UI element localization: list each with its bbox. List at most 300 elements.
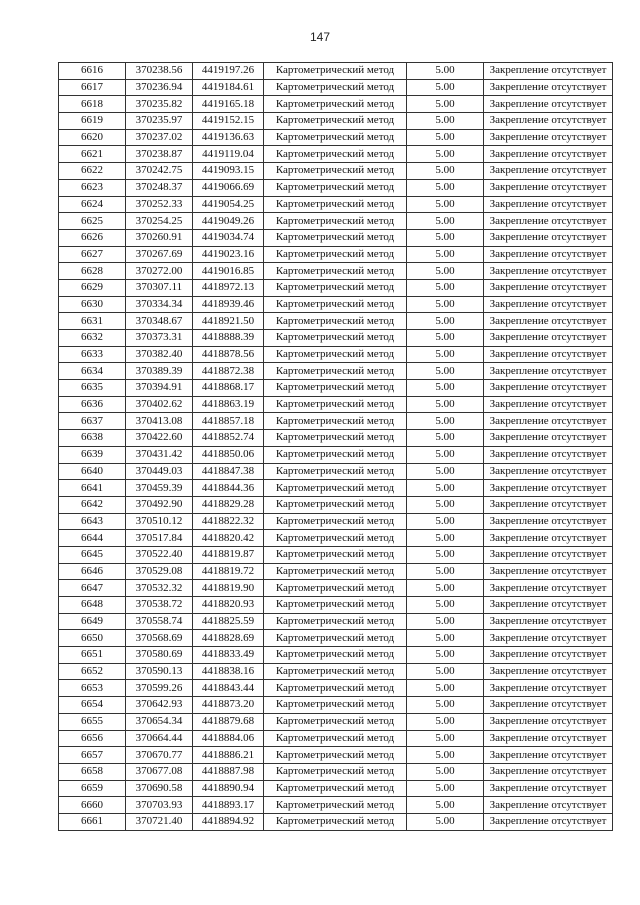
method-cell: Картометрический метод [264,446,407,463]
accuracy-cell: 5.00 [407,546,484,563]
table-row [59,129,613,146]
y-coordinate-cell: 4418819.90 [193,580,264,597]
y-coordinate-cell: 4418847.38 [193,463,264,480]
table-row [59,346,613,363]
table-row [59,563,613,580]
accuracy-cell: 5.00 [407,563,484,580]
point-number-cell: 6651 [59,647,126,664]
point-number-cell: 6647 [59,580,126,597]
fixation-cell: Закрепление отсутствует [484,797,613,814]
x-coordinate-cell: 370260.91 [126,229,193,246]
y-coordinate-cell: 4419066.69 [193,179,264,196]
table-row [59,797,613,814]
fixation-cell: Закрепление отсутствует [484,146,613,163]
fixation-cell: Закрепление отсутствует [484,96,613,113]
table-row [59,229,613,246]
method-cell: Картометрический метод [264,163,407,180]
table-row [59,196,613,213]
fixation-cell: Закрепление отсутствует [484,113,613,130]
x-coordinate-cell: 370422.60 [126,430,193,447]
method-cell: Картометрический метод [264,146,407,163]
y-coordinate-cell: 4418822.32 [193,513,264,530]
table-row [59,546,613,563]
accuracy-cell: 5.00 [407,647,484,664]
fixation-cell: Закрепление отсутствует [484,663,613,680]
point-number-cell: 6656 [59,730,126,747]
accuracy-cell: 5.00 [407,196,484,213]
y-coordinate-cell: 4418894.92 [193,813,264,830]
point-number-cell: 6658 [59,763,126,780]
fixation-cell: Закрепление отсутствует [484,246,613,263]
y-coordinate-cell: 4418972.13 [193,279,264,296]
y-coordinate-cell: 4418884.06 [193,730,264,747]
accuracy-cell: 5.00 [407,330,484,347]
fixation-cell: Закрепление отсутствует [484,430,613,447]
fixation-cell: Закрепление отсутствует [484,279,613,296]
y-coordinate-cell: 4418873.20 [193,697,264,714]
accuracy-cell: 5.00 [407,580,484,597]
table-row [59,313,613,330]
table-row [59,213,613,230]
method-cell: Картометрический метод [264,496,407,513]
accuracy-cell: 5.00 [407,63,484,80]
table-row [59,263,613,280]
fixation-cell: Закрепление отсутствует [484,697,613,714]
point-number-cell: 6650 [59,630,126,647]
table-row [59,813,613,830]
fixation-cell: Закрепление отсутствует [484,296,613,313]
accuracy-cell: 5.00 [407,747,484,764]
fixation-cell: Закрепление отсутствует [484,363,613,380]
x-coordinate-cell: 370254.25 [126,213,193,230]
table-row [59,480,613,497]
y-coordinate-cell: 4419152.15 [193,113,264,130]
accuracy-cell: 5.00 [407,496,484,513]
table-row [59,179,613,196]
x-coordinate-cell: 370248.37 [126,179,193,196]
y-coordinate-cell: 4419016.85 [193,263,264,280]
coordinates-table [58,62,613,831]
fixation-cell: Закрепление отсутствует [484,330,613,347]
y-coordinate-cell: 4418820.93 [193,597,264,614]
point-number-cell: 6617 [59,79,126,96]
y-coordinate-cell: 4419049.26 [193,213,264,230]
table-row [59,597,613,614]
fixation-cell: Закрепление отсутствует [484,597,613,614]
x-coordinate-cell: 370382.40 [126,346,193,363]
table-row [59,396,613,413]
method-cell: Картометрический метод [264,513,407,530]
y-coordinate-cell: 4418878.56 [193,346,264,363]
accuracy-cell: 5.00 [407,813,484,830]
table-row [59,630,613,647]
accuracy-cell: 5.00 [407,396,484,413]
point-number-cell: 6659 [59,780,126,797]
method-cell: Картометрический метод [264,480,407,497]
x-coordinate-cell: 370237.02 [126,129,193,146]
x-coordinate-cell: 370242.75 [126,163,193,180]
y-coordinate-cell: 4418852.74 [193,430,264,447]
point-number-cell: 6635 [59,380,126,397]
fixation-cell: Закрепление отсутствует [484,79,613,96]
point-number-cell: 6633 [59,346,126,363]
method-cell: Картометрический метод [264,813,407,830]
y-coordinate-cell: 4418825.59 [193,613,264,630]
point-number-cell: 6642 [59,496,126,513]
y-coordinate-cell: 4418843.44 [193,680,264,697]
point-number-cell: 6626 [59,229,126,246]
x-coordinate-cell: 370431.42 [126,446,193,463]
accuracy-cell: 5.00 [407,446,484,463]
method-cell: Картометрический метод [264,79,407,96]
y-coordinate-cell: 4418819.87 [193,546,264,563]
point-number-cell: 6619 [59,113,126,130]
accuracy-cell: 5.00 [407,697,484,714]
x-coordinate-cell: 370599.26 [126,680,193,697]
method-cell: Картометрический метод [264,263,407,280]
table-row [59,680,613,697]
point-number-cell: 6649 [59,613,126,630]
x-coordinate-cell: 370235.97 [126,113,193,130]
fixation-cell: Закрепление отсутствует [484,63,613,80]
point-number-cell: 6623 [59,179,126,196]
x-coordinate-cell: 370402.62 [126,396,193,413]
fixation-cell: Закрепление отсутствует [484,546,613,563]
y-coordinate-cell: 4419119.04 [193,146,264,163]
x-coordinate-cell: 370459.39 [126,480,193,497]
accuracy-cell: 5.00 [407,279,484,296]
y-coordinate-cell: 4419197.26 [193,63,264,80]
table-row [59,296,613,313]
fixation-cell: Закрепление отсутствует [484,346,613,363]
fixation-cell: Закрепление отсутствует [484,196,613,213]
point-number-cell: 6624 [59,196,126,213]
x-coordinate-cell: 370670.77 [126,747,193,764]
accuracy-cell: 5.00 [407,613,484,630]
x-coordinate-cell: 370529.08 [126,563,193,580]
point-number-cell: 6644 [59,530,126,547]
accuracy-cell: 5.00 [407,797,484,814]
point-number-cell: 6661 [59,813,126,830]
table-row [59,580,613,597]
x-coordinate-cell: 370522.40 [126,546,193,563]
accuracy-cell: 5.00 [407,713,484,730]
method-cell: Картометрический метод [264,713,407,730]
point-number-cell: 6641 [59,480,126,497]
accuracy-cell: 5.00 [407,113,484,130]
accuracy-cell: 5.00 [407,380,484,397]
x-coordinate-cell: 370236.94 [126,79,193,96]
fixation-cell: Закрепление отсутствует [484,163,613,180]
x-coordinate-cell: 370413.08 [126,413,193,430]
method-cell: Картометрический метод [264,580,407,597]
fixation-cell: Закрепление отсутствует [484,446,613,463]
accuracy-cell: 5.00 [407,163,484,180]
y-coordinate-cell: 4418887.98 [193,763,264,780]
method-cell: Картометрический метод [264,730,407,747]
y-coordinate-cell: 4418888.39 [193,330,264,347]
fixation-cell: Закрепление отсутствует [484,780,613,797]
x-coordinate-cell: 370252.33 [126,196,193,213]
fixation-cell: Закрепление отсутствует [484,513,613,530]
method-cell: Картометрический метод [264,780,407,797]
point-number-cell: 6657 [59,747,126,764]
y-coordinate-cell: 4418838.16 [193,663,264,680]
accuracy-cell: 5.00 [407,363,484,380]
table-row [59,747,613,764]
method-cell: Картометрический метод [264,697,407,714]
x-coordinate-cell: 370389.39 [126,363,193,380]
accuracy-cell: 5.00 [407,413,484,430]
point-number-cell: 6639 [59,446,126,463]
x-coordinate-cell: 370267.69 [126,246,193,263]
fixation-cell: Закрепление отсутствует [484,213,613,230]
method-cell: Картометрический метод [264,179,407,196]
method-cell: Картометрический метод [264,463,407,480]
x-coordinate-cell: 370677.08 [126,763,193,780]
fixation-cell: Закрепление отсутствует [484,496,613,513]
y-coordinate-cell: 4418829.28 [193,496,264,513]
method-cell: Картометрический метод [264,630,407,647]
x-coordinate-cell: 370664.44 [126,730,193,747]
fixation-cell: Закрепление отсутствует [484,563,613,580]
point-number-cell: 6632 [59,330,126,347]
y-coordinate-cell: 4418819.72 [193,563,264,580]
accuracy-cell: 5.00 [407,246,484,263]
table-row [59,713,613,730]
point-number-cell: 6654 [59,697,126,714]
accuracy-cell: 5.00 [407,313,484,330]
method-cell: Картометрический метод [264,597,407,614]
method-cell: Картометрический метод [264,113,407,130]
x-coordinate-cell: 370348.67 [126,313,193,330]
table-row [59,430,613,447]
accuracy-cell: 5.00 [407,296,484,313]
point-number-cell: 6643 [59,513,126,530]
table-row [59,663,613,680]
table-row [59,163,613,180]
fixation-cell: Закрепление отсутствует [484,463,613,480]
fixation-cell: Закрепление отсутствует [484,763,613,780]
x-coordinate-cell: 370238.56 [126,63,193,80]
y-coordinate-cell: 4419093.15 [193,163,264,180]
accuracy-cell: 5.00 [407,79,484,96]
x-coordinate-cell: 370517.84 [126,530,193,547]
fixation-cell: Закрепление отсутствует [484,647,613,664]
table-row [59,330,613,347]
y-coordinate-cell: 4418921.50 [193,313,264,330]
table-row [59,530,613,547]
accuracy-cell: 5.00 [407,663,484,680]
accuracy-cell: 5.00 [407,129,484,146]
y-coordinate-cell: 4419023.16 [193,246,264,263]
y-coordinate-cell: 4418850.06 [193,446,264,463]
accuracy-cell: 5.00 [407,780,484,797]
method-cell: Картометрический метод [264,430,407,447]
point-number-cell: 6640 [59,463,126,480]
fixation-cell: Закрепление отсутствует [484,813,613,830]
fixation-cell: Закрепление отсутствует [484,396,613,413]
point-number-cell: 6646 [59,563,126,580]
fixation-cell: Закрепление отсутствует [484,613,613,630]
table-row [59,513,613,530]
point-number-cell: 6648 [59,597,126,614]
accuracy-cell: 5.00 [407,530,484,547]
x-coordinate-cell: 370642.93 [126,697,193,714]
method-cell: Картометрический метод [264,96,407,113]
point-number-cell: 6634 [59,363,126,380]
table-row [59,146,613,163]
table-row [59,763,613,780]
y-coordinate-cell: 4418868.17 [193,380,264,397]
fixation-cell: Закрепление отсутствует [484,263,613,280]
accuracy-cell: 5.00 [407,630,484,647]
x-coordinate-cell: 370532.32 [126,580,193,597]
accuracy-cell: 5.00 [407,680,484,697]
x-coordinate-cell: 370492.90 [126,496,193,513]
accuracy-cell: 5.00 [407,513,484,530]
x-coordinate-cell: 370690.58 [126,780,193,797]
x-coordinate-cell: 370590.13 [126,663,193,680]
fixation-cell: Закрепление отсутствует [484,630,613,647]
point-number-cell: 6622 [59,163,126,180]
fixation-cell: Закрепление отсутствует [484,480,613,497]
table-row [59,730,613,747]
x-coordinate-cell: 370394.91 [126,380,193,397]
point-number-cell: 6618 [59,96,126,113]
x-coordinate-cell: 370654.34 [126,713,193,730]
y-coordinate-cell: 4419034.74 [193,229,264,246]
point-number-cell: 6637 [59,413,126,430]
fixation-cell: Закрепление отсутствует [484,730,613,747]
method-cell: Картометрический метод [264,296,407,313]
accuracy-cell: 5.00 [407,597,484,614]
table-row [59,96,613,113]
method-cell: Картометрический метод [264,680,407,697]
y-coordinate-cell: 4419054.25 [193,196,264,213]
page-number: 147 [309,30,331,44]
method-cell: Картометрический метод [264,380,407,397]
fixation-cell: Закрепление отсутствует [484,680,613,697]
method-cell: Картометрический метод [264,213,407,230]
y-coordinate-cell: 4418939.46 [193,296,264,313]
accuracy-cell: 5.00 [407,213,484,230]
table-row [59,780,613,797]
accuracy-cell: 5.00 [407,96,484,113]
accuracy-cell: 5.00 [407,430,484,447]
x-coordinate-cell: 370235.82 [126,96,193,113]
x-coordinate-cell: 370538.72 [126,597,193,614]
y-coordinate-cell: 4418844.36 [193,480,264,497]
y-coordinate-cell: 4418828.69 [193,630,264,647]
method-cell: Картометрический метод [264,763,407,780]
table-row [59,496,613,513]
point-number-cell: 6620 [59,129,126,146]
table-row [59,63,613,80]
method-cell: Картометрический метод [264,229,407,246]
table-row [59,647,613,664]
fixation-cell: Закрепление отсутствует [484,413,613,430]
table-row [59,363,613,380]
accuracy-cell: 5.00 [407,463,484,480]
method-cell: Картометрический метод [264,530,407,547]
fixation-cell: Закрепление отсутствует [484,747,613,764]
point-number-cell: 6628 [59,263,126,280]
point-number-cell: 6655 [59,713,126,730]
x-coordinate-cell: 370510.12 [126,513,193,530]
fixation-cell: Закрепление отсутствует [484,129,613,146]
point-number-cell: 6616 [59,63,126,80]
x-coordinate-cell: 370238.87 [126,146,193,163]
point-number-cell: 6629 [59,279,126,296]
point-number-cell: 6638 [59,430,126,447]
fixation-cell: Закрепление отсутствует [484,580,613,597]
table-row [59,380,613,397]
method-cell: Картометрический метод [264,63,407,80]
accuracy-cell: 5.00 [407,346,484,363]
method-cell: Картометрический метод [264,196,407,213]
table-row [59,463,613,480]
x-coordinate-cell: 370558.74 [126,613,193,630]
point-number-cell: 6625 [59,213,126,230]
accuracy-cell: 5.00 [407,179,484,196]
method-cell: Картометрический метод [264,346,407,363]
y-coordinate-cell: 4418872.38 [193,363,264,380]
method-cell: Картометрический метод [264,663,407,680]
x-coordinate-cell: 370721.40 [126,813,193,830]
fixation-cell: Закрепление отсутствует [484,179,613,196]
coordinates-table-body [59,63,613,831]
method-cell: Картометрический метод [264,413,407,430]
table-row [59,697,613,714]
fixation-cell: Закрепление отсутствует [484,229,613,246]
method-cell: Картометрический метод [264,330,407,347]
method-cell: Картометрический метод [264,396,407,413]
table-row [59,413,613,430]
method-cell: Картометрический метод [264,563,407,580]
x-coordinate-cell: 370449.03 [126,463,193,480]
fixation-cell: Закрепление отсутствует [484,530,613,547]
y-coordinate-cell: 4418890.94 [193,780,264,797]
point-number-cell: 6653 [59,680,126,697]
y-coordinate-cell: 4418863.19 [193,396,264,413]
point-number-cell: 6652 [59,663,126,680]
x-coordinate-cell: 370580.69 [126,647,193,664]
method-cell: Картометрический метод [264,363,407,380]
y-coordinate-cell: 4419136.63 [193,129,264,146]
accuracy-cell: 5.00 [407,480,484,497]
fixation-cell: Закрепление отсутствует [484,313,613,330]
method-cell: Картометрический метод [264,797,407,814]
method-cell: Картометрический метод [264,279,407,296]
accuracy-cell: 5.00 [407,146,484,163]
table-row [59,613,613,630]
method-cell: Картометрический метод [264,546,407,563]
y-coordinate-cell: 4418893.17 [193,797,264,814]
method-cell: Картометрический метод [264,313,407,330]
x-coordinate-cell: 370272.00 [126,263,193,280]
point-number-cell: 6660 [59,797,126,814]
point-number-cell: 6627 [59,246,126,263]
x-coordinate-cell: 370334.34 [126,296,193,313]
y-coordinate-cell: 4418857.18 [193,413,264,430]
point-number-cell: 6631 [59,313,126,330]
table-row [59,279,613,296]
accuracy-cell: 5.00 [407,263,484,280]
method-cell: Картометрический метод [264,647,407,664]
x-coordinate-cell: 370568.69 [126,630,193,647]
table-row [59,113,613,130]
